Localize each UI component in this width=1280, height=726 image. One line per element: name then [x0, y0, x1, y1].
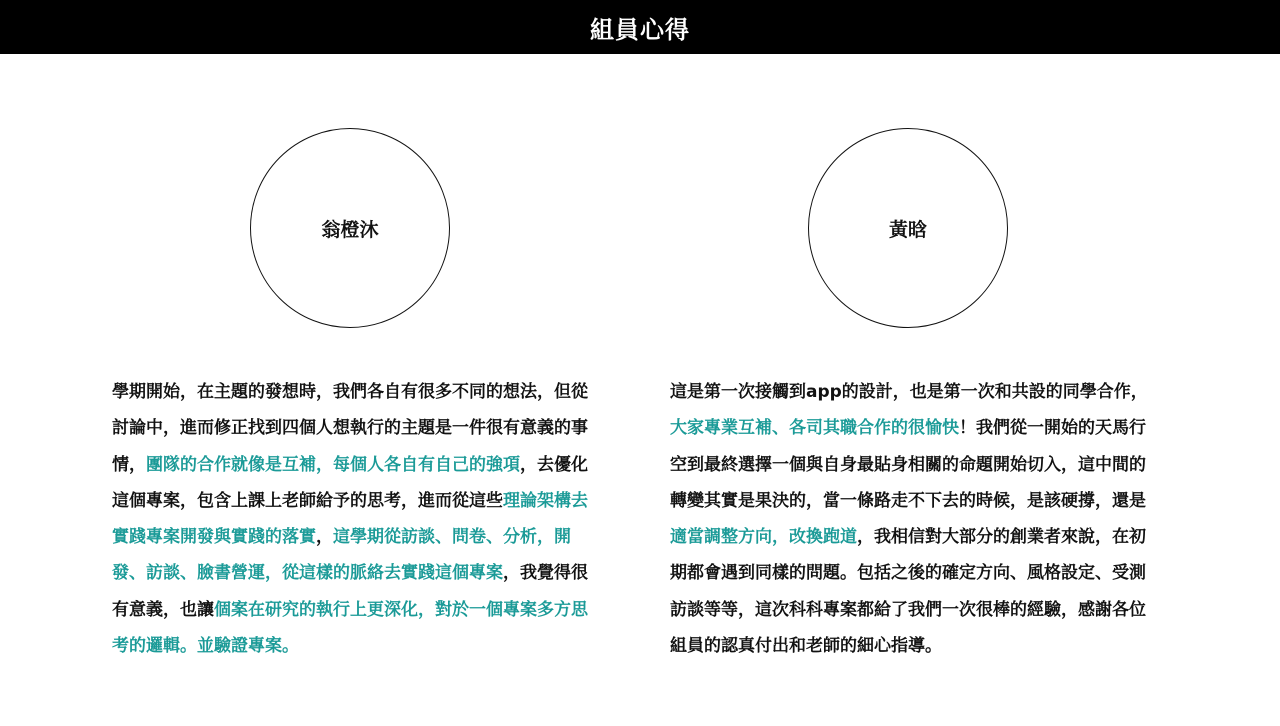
reflection-segment: ，我覺得很有意義 — [112, 563, 588, 620]
reflection-highlight: 這學期從訪談、問卷、分析，開發、訪談、臉書營運，從這樣的脈絡去實踐這個專案 — [112, 527, 571, 584]
reflection-segment: ，去優化這個專案，包含上課上老師給予的思考，進而從這些 — [112, 454, 588, 511]
reflection-segment: ，也讓 — [163, 599, 214, 620]
reflection-highlight: 個案在研究的執行上更深化，對於一個專案多方思考的邏輯。並驗證專案。 — [112, 599, 588, 657]
reflection-segment: ， — [316, 527, 333, 548]
avatar-member-1 — [250, 128, 450, 328]
page-title: 組員心得 — [590, 15, 690, 44]
header-bar — [0, 0, 1280, 54]
reflection-segment: ，我相信對大部分的創業者來說，在初期都會遇到同樣的問題。包括之後的確定方向、風格設定、受測訪談等等，這次科科專案都給了我們一次很棒的經驗，感謝各位組員的認真付出和老師的細心指導。 — [670, 527, 1146, 657]
reflection-highlight: 大家專業互補、各司其職合作的很愉快 — [670, 418, 959, 439]
avatar-member-2 — [808, 128, 1008, 328]
member-name: 黃晗 — [888, 218, 927, 241]
reflection-segment: ！我們從一開始的天馬行空到最終選擇一個與自身最貼身相關的命題開始切入，這中間的轉變其實是果決的，當一條路走不下去的時候，是該硬撐，還是 — [670, 418, 1146, 511]
reflection-highlight: 理論架構去實踐專案開發與實踐的落實 — [112, 490, 588, 548]
reflection-highlight: 適當調整方向，改換跑道 — [670, 527, 857, 548]
reflection-highlight: 團隊的合作就像是互補，每個人各自有自己的強項 — [146, 454, 520, 475]
reflection-member-2 — [670, 374, 1150, 664]
reflection-segment: 學期開始，在主題的發想時，我們各自有很多不同的想法，但從討論中，進而修正找到四個人想執行的主題是一件很有意義的事情， — [112, 382, 588, 475]
member-name: 翁橙沐 — [321, 218, 379, 241]
reflection-segment: 這是第一次接觸到app的設計，也是第一次和共設的同學合作， — [670, 382, 1148, 402]
reflection-member-1 — [112, 374, 592, 664]
